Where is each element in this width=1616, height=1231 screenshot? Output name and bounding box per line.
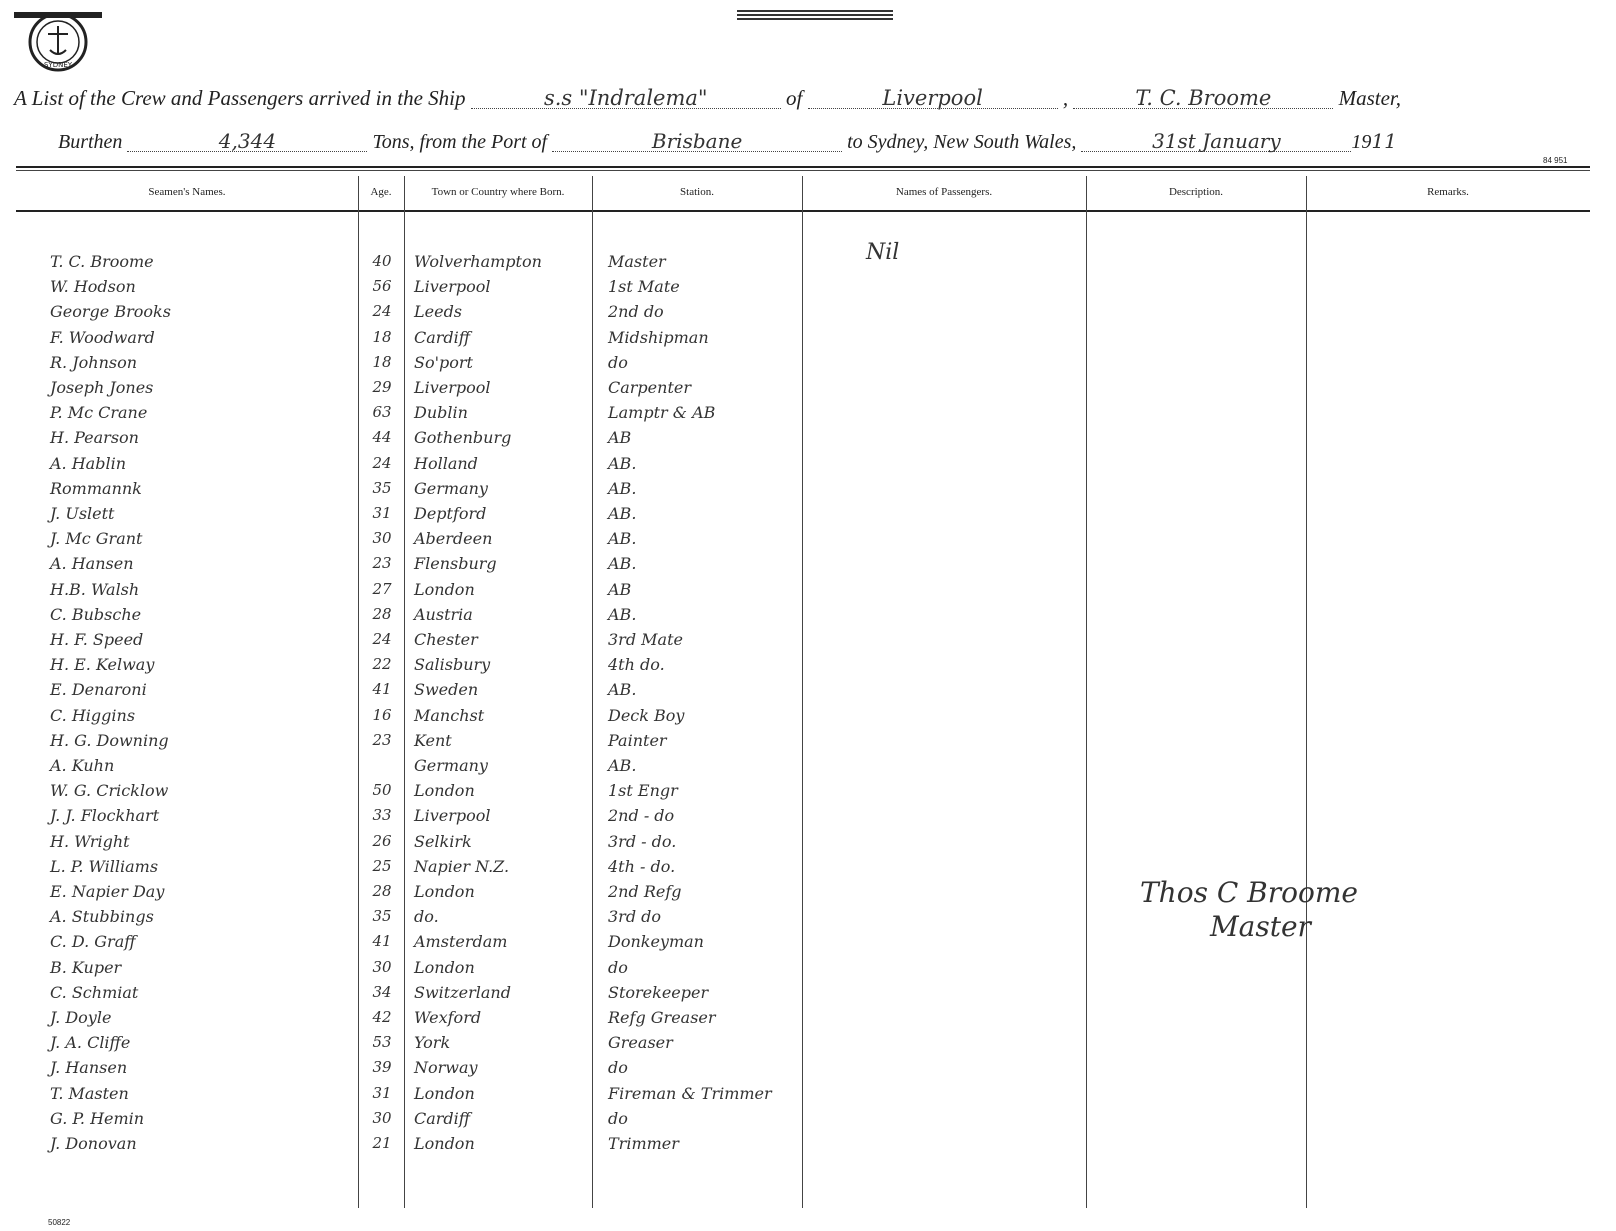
- crew-age: 63: [372, 403, 392, 421]
- crew-name: H. E. Kelway: [50, 655, 155, 674]
- crew-age: 41: [372, 932, 392, 950]
- crew-age: 22: [372, 655, 392, 673]
- crew-name: C. Schmiat: [50, 983, 139, 1002]
- crew-name: L. P. Williams: [50, 857, 159, 876]
- header-prefix: A List of the Crew and Passengers arrived in the Ship: [14, 86, 466, 110]
- crew-birthplace: London: [414, 958, 475, 977]
- crew-birthplace: Sweden: [414, 680, 479, 699]
- header-line-1: A List of the Crew and Passengers arrived in the Ship s.s "Indralema" of Liverpool , T. C. Broome Master,: [14, 86, 1402, 110]
- column-divider: [404, 176, 405, 1208]
- crew-birthplace: Napier N.Z.: [414, 857, 510, 876]
- passengers-nil: Nil: [866, 240, 900, 265]
- crew-age: 21: [372, 1134, 392, 1152]
- crew-station: Painter: [608, 731, 667, 750]
- crew-station: AB.: [608, 529, 637, 548]
- crew-birthplace: Aberdeen: [414, 529, 493, 548]
- crew-station: Fireman & Trimmer: [608, 1084, 772, 1103]
- crew-station: AB.: [608, 454, 637, 473]
- crew-birthplace: Flensburg: [414, 554, 497, 573]
- crew-age: 24: [372, 454, 392, 472]
- crew-name: H. F. Speed: [50, 630, 144, 649]
- crew-station: AB.: [608, 504, 637, 523]
- crew-name: J. Donovan: [50, 1134, 137, 1153]
- crew-name: J. Hansen: [50, 1058, 128, 1077]
- crew-age: 23: [372, 731, 392, 749]
- crew-station: AB.: [608, 680, 637, 699]
- footer-stamp: 50822: [48, 1218, 71, 1227]
- crew-station: 1st Mate: [608, 277, 680, 296]
- crew-birthplace: Chester: [414, 630, 478, 649]
- crew-name: J. J. Flockhart: [50, 806, 160, 825]
- col-header-age: Age.: [370, 186, 392, 198]
- crew-name: J. Uslett: [50, 504, 115, 523]
- crew-birthplace: Wexford: [414, 1008, 482, 1027]
- crew-age: 35: [372, 479, 392, 497]
- to-sydney-label: to Sydney, New South Wales,: [847, 131, 1077, 153]
- crew-birthplace: London: [414, 580, 475, 599]
- crew-age: 42: [372, 1008, 392, 1026]
- crew-birthplace: York: [414, 1033, 451, 1052]
- header-line-2: [58, 129, 1397, 154]
- col-header-born: Town or Country where Born.: [431, 186, 565, 198]
- tons-from-label: Tons, from the Port of: [372, 131, 548, 153]
- crew-name: C. Higgins: [50, 706, 136, 725]
- signature-name: Thos C Broome: [1140, 876, 1358, 909]
- crew-age: 18: [372, 353, 392, 371]
- crew-birthplace: Wolverhampton: [414, 252, 542, 271]
- crew-birthplace: do.: [414, 907, 439, 926]
- table-top-rule: [16, 166, 1590, 168]
- crew-birthplace: Liverpool: [414, 277, 491, 296]
- crew-age: 26: [372, 832, 392, 850]
- crew-station: 4th do.: [608, 655, 665, 674]
- crew-age: 27: [372, 580, 392, 598]
- crew-age: 50: [372, 781, 392, 799]
- crew-station: AB.: [608, 756, 637, 775]
- crew-name: J. Mc Grant: [50, 529, 143, 548]
- crew-age: 30: [372, 958, 392, 976]
- crew-age: 31: [372, 1084, 392, 1102]
- from-port: Brisbane: [552, 131, 842, 152]
- signature-title: Master: [1210, 910, 1311, 943]
- crew-name: A. Stubbings: [50, 907, 154, 926]
- crew-age: 18: [372, 328, 392, 346]
- crew-name: J. Doyle: [50, 1008, 112, 1027]
- crew-name: E. Napier Day: [50, 882, 165, 901]
- crew-birthplace: Selkirk: [414, 832, 472, 851]
- crew-age: 24: [372, 302, 392, 320]
- crew-station: Carpenter: [608, 378, 691, 397]
- table-header-rule: [16, 210, 1590, 212]
- crew-station: Lamptr & AB: [608, 403, 716, 422]
- crew-birthplace: Manchst: [414, 706, 485, 725]
- crew-name: H. Wright: [50, 832, 130, 851]
- header-of: of: [786, 86, 803, 110]
- crew-birthplace: Kent: [414, 731, 452, 750]
- crew-station: Greaser: [608, 1033, 673, 1052]
- column-divider: [802, 176, 803, 1208]
- form-number: 84 951: [1543, 156, 1568, 165]
- crew-name: F. Woodward: [50, 328, 155, 347]
- top-rule: [737, 14, 893, 16]
- top-rule: [737, 10, 893, 12]
- crew-station: 2nd Refg: [608, 882, 682, 901]
- seal-logo: [14, 12, 102, 82]
- crew-birthplace: Amsterdam: [414, 932, 508, 951]
- col-header-remarks: Remarks.: [1427, 186, 1469, 198]
- crew-name: C. D. Graff: [50, 932, 136, 951]
- crew-birthplace: Liverpool: [414, 378, 491, 397]
- crew-birthplace: Germany: [414, 756, 488, 775]
- crew-birthplace: Austria: [414, 605, 473, 624]
- crew-name: H.B. Walsh: [50, 580, 140, 599]
- crew-age: 24: [372, 630, 392, 648]
- crew-birthplace: Salisbury: [414, 655, 491, 674]
- crew-name: G. P. Hemin: [50, 1109, 145, 1128]
- master-signature: [1140, 876, 1358, 944]
- burthen-value: 4,344: [127, 131, 367, 152]
- crew-age: 28: [372, 605, 392, 623]
- crew-station: AB: [608, 580, 632, 599]
- crew-station: 3rd do: [608, 907, 662, 926]
- crew-age: 35: [372, 907, 392, 925]
- crew-station: 4th - do.: [608, 857, 676, 876]
- crew-birthplace: Cardiff: [414, 328, 471, 347]
- crew-station: Donkeyman: [608, 932, 704, 951]
- crew-station: Midshipman: [608, 328, 709, 347]
- top-rule: [737, 18, 893, 20]
- crew-name: T. Masten: [50, 1084, 129, 1103]
- crew-name: E. Denaroni: [50, 680, 147, 699]
- col-header-seamen: Seamen's Names.: [148, 186, 226, 198]
- svg-text:SYDNEY: SYDNEY: [43, 61, 73, 69]
- column-divider: [1306, 176, 1307, 1208]
- crew-birthplace: So'port: [414, 353, 473, 372]
- crew-name: H. G. Downing: [50, 731, 169, 750]
- column-divider: [592, 176, 593, 1208]
- crew-age: 56: [372, 277, 392, 295]
- crew-station: do: [608, 1109, 628, 1128]
- crew-birthplace: London: [414, 1084, 475, 1103]
- crew-station: Trimmer: [608, 1134, 679, 1153]
- col-header-passengers: Names of Passengers.: [895, 186, 993, 198]
- crew-name: T. C. Broome: [50, 252, 154, 271]
- crew-name: A. Hansen: [50, 554, 134, 573]
- arrival-date: 31st January: [1081, 131, 1351, 152]
- crew-station: Storekeeper: [608, 983, 709, 1002]
- crew-name: A. Hablin: [50, 454, 126, 473]
- crew-station: 3rd - do.: [608, 832, 677, 851]
- crew-age: 29: [372, 378, 392, 396]
- crew-name: B. Kuper: [50, 958, 122, 977]
- crew-station: AB.: [608, 479, 637, 498]
- crew-birthplace: Holland: [414, 454, 478, 473]
- crew-station: 2nd - do: [608, 806, 675, 825]
- crew-name: A. Kuhn: [50, 756, 115, 775]
- port-of-registry: Liverpool: [808, 88, 1058, 109]
- crew-birthplace: Dublin: [414, 403, 468, 422]
- crew-age: 30: [372, 1109, 392, 1127]
- crew-station: 2nd do: [608, 302, 664, 321]
- crew-station: do: [608, 1058, 628, 1077]
- crew-birthplace: London: [414, 781, 475, 800]
- master-label: Master,: [1338, 86, 1402, 110]
- crew-name: Rommannk: [50, 479, 142, 498]
- crew-age: 33: [372, 806, 392, 824]
- crew-age: 39: [372, 1058, 392, 1076]
- crew-station: do: [608, 958, 628, 977]
- crew-name: W. G. Cricklow: [50, 781, 169, 800]
- crew-station: Refg Greaser: [608, 1008, 716, 1027]
- crew-age: 16: [372, 706, 392, 724]
- crew-age: 41: [372, 680, 392, 698]
- column-divider: [1086, 176, 1087, 1208]
- crew-birthplace: Deptford: [414, 504, 487, 523]
- crew-name: P. Mc Crane: [50, 403, 148, 422]
- crew-age: 53: [372, 1033, 392, 1051]
- crew-name: George Brooks: [50, 302, 171, 321]
- table-top-rule-inner: [16, 170, 1590, 171]
- crew-name: R. Johnson: [50, 353, 138, 372]
- crew-birthplace: Leeds: [414, 302, 463, 321]
- year-prefix: 19: [1351, 131, 1372, 153]
- crew-age: 28: [372, 882, 392, 900]
- crew-station: AB: [608, 428, 632, 447]
- ship-name: s.s "Indralema": [471, 88, 781, 109]
- crew-age: 34: [372, 983, 392, 1001]
- col-header-station: Station.: [680, 186, 714, 198]
- crew-birthplace: Cardiff: [414, 1109, 471, 1128]
- col-header-description: Description.: [1168, 186, 1224, 198]
- crew-age: 31: [372, 504, 392, 522]
- crew-birthplace: Gothenburg: [414, 428, 512, 447]
- crew-name: H. Pearson: [50, 428, 139, 447]
- crew-name: C. Bubsche: [50, 605, 142, 624]
- crew-name: Joseph Jones: [50, 378, 154, 397]
- column-divider: [358, 176, 359, 1208]
- crew-age: 30: [372, 529, 392, 547]
- crew-name: W. Hodson: [50, 277, 136, 296]
- crew-birthplace: Norway: [414, 1058, 478, 1077]
- crew-age: 25: [372, 857, 392, 875]
- crew-station: 3rd Mate: [608, 630, 683, 649]
- crew-age: 40: [372, 252, 392, 270]
- crew-name: J. A. Cliffe: [50, 1033, 131, 1052]
- crew-station: AB.: [608, 605, 637, 624]
- crew-station: Deck Boy: [608, 706, 685, 725]
- crew-birthplace: Germany: [414, 479, 488, 498]
- crew-birthplace: Switzerland: [414, 983, 511, 1002]
- crew-age: 23: [372, 554, 392, 572]
- year-suffix: 11: [1371, 129, 1397, 153]
- crew-station: AB.: [608, 554, 637, 573]
- crew-station: Master: [608, 252, 666, 271]
- crew-birthplace: Liverpool: [414, 806, 491, 825]
- crew-age: 44: [372, 428, 392, 446]
- crew-station: do: [608, 353, 628, 372]
- burthen-label: Burthen: [58, 131, 123, 153]
- crew-birthplace: London: [414, 1134, 475, 1153]
- crew-station: 1st Engr: [608, 781, 678, 800]
- master-name: T. C. Broome: [1073, 88, 1333, 109]
- crew-birthplace: London: [414, 882, 475, 901]
